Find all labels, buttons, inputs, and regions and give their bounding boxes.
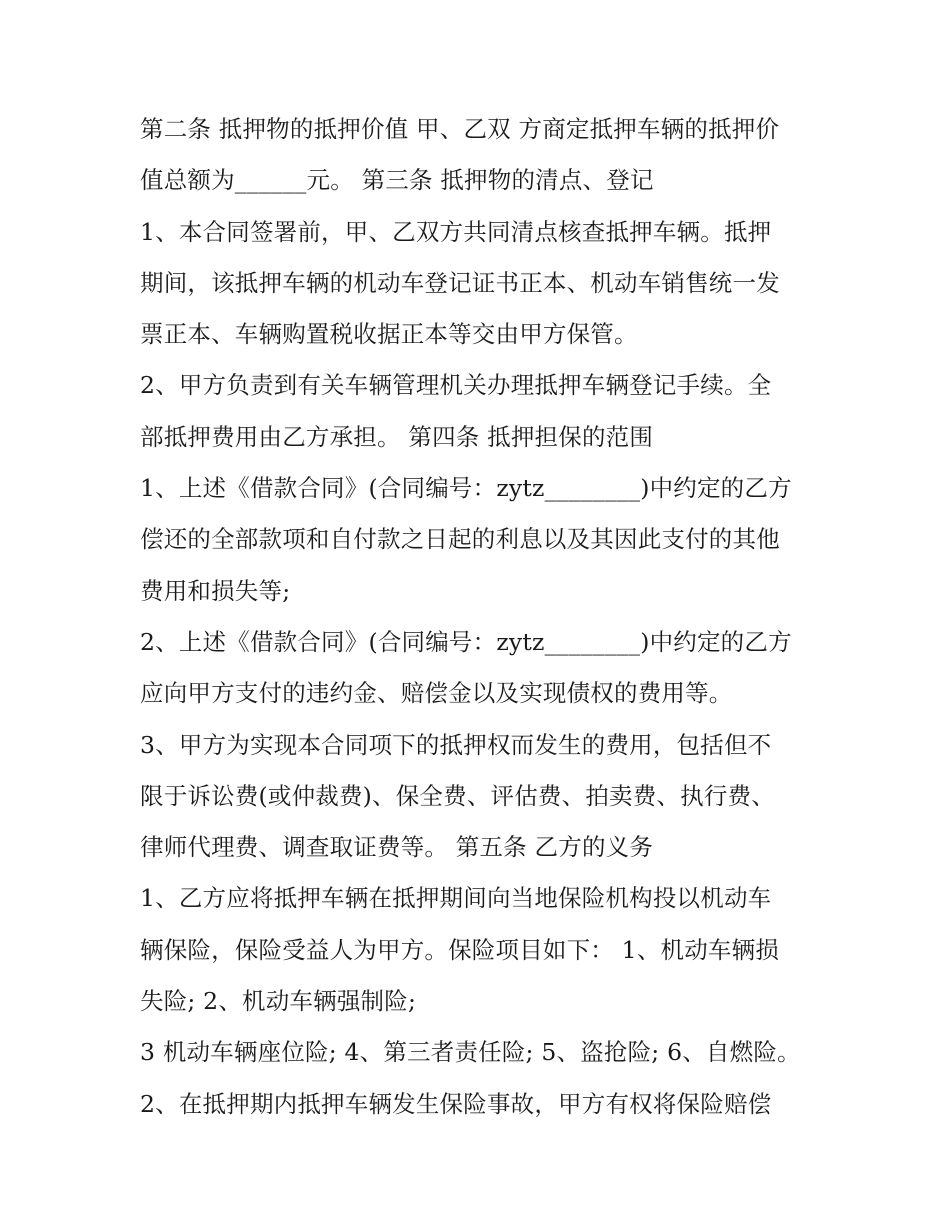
text-line: 票正本、车辆购置税收据正本等交由甲方保管。 <box>140 320 638 349</box>
text-line: 应向甲方支付的违约金、赔偿金以及实现债权的费用等。 <box>140 679 733 708</box>
text-line: 3 机动车辆座位险; 4、第三者责任险; 5、盗抢险; 6、自燃险。 <box>140 1038 801 1067</box>
text-line: 失险; 2、机动车辆强制险; <box>140 987 417 1016</box>
text-line: 2、甲方负责到有关车辆管理机关办理抵押车辆登记手续。全 <box>140 371 772 400</box>
text-line: 辆保险，保险受益人为甲方。保险项目如下： 1、机动车辆损 <box>140 935 780 964</box>
text-line: 1、本合同签署前，甲、乙双方共同清点核查抵押车辆。抵押 <box>140 217 772 246</box>
text-line: 期间，该抵押车辆的机动车登记证书正本、机动车销售统一发 <box>140 268 780 297</box>
text-line: 第二条 抵押物的抵押价值 甲、乙双 方商定抵押车辆的抵押价 <box>140 115 780 143</box>
text-line: 部抵押费用由乙方承担。 第四条 抵押担保的范围 <box>140 422 654 451</box>
text-line: 值总额为______元。 第三条 抵押物的清点、登记 <box>140 166 654 195</box>
text-line: 1、上述《借款合同》(合同编号：zytz________)中约定的乙方 <box>140 474 792 503</box>
text-line: 3、甲方为实现本合同项下的抵押权而发生的费用，包括但不 <box>140 730 772 759</box>
text-line: 律师代理费、调查取证费等。 第五条 乙方的义务 <box>140 833 654 862</box>
text-line: 偿还的全部款项和自付款之日起的利息以及其因此支付的其他 <box>140 525 780 554</box>
text-line: 1、乙方应将抵押车辆在抵押期间向当地保险机构投以机动车 <box>140 884 772 913</box>
text-line: 2、上述《借款合同》(合同编号：zytz________)中约定的乙方 <box>140 627 792 656</box>
text-line: 费用和损失等; <box>140 576 291 605</box>
text-line: 2、在抵押期内抵押车辆发生保险事故，甲方有权将保险赔偿 <box>140 1089 772 1118</box>
text-line: 限于诉讼费(或仲裁费)、保全费、评估费、拍卖费、执行费、 <box>140 781 775 810</box>
document-page <box>140 104 820 1130</box>
